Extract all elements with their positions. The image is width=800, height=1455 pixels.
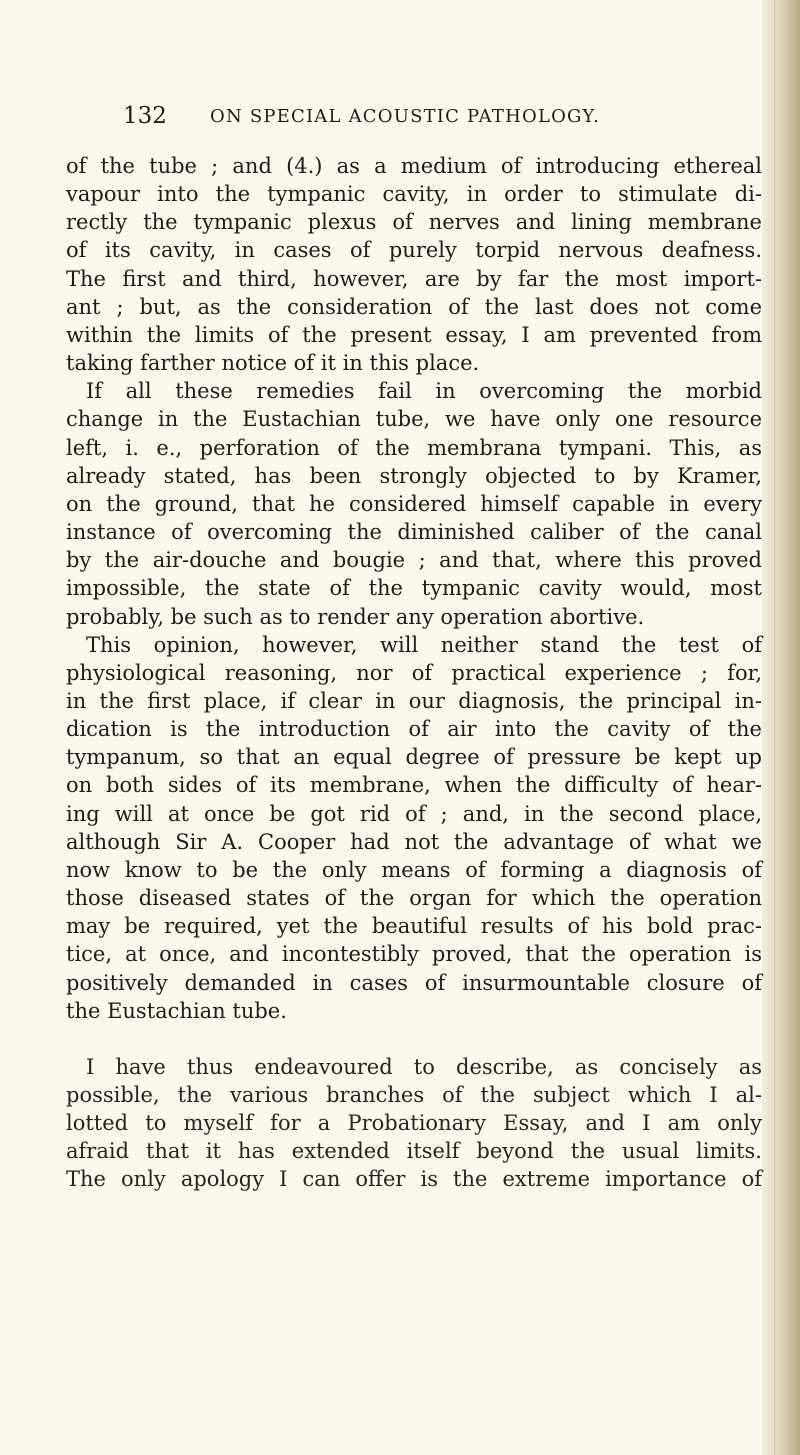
text-line: physiological reasoning, nor of practical experience ; for, [66, 660, 762, 685]
text-line: taking farther notice of it in this place. [66, 351, 480, 376]
text-line: impossible, the state of the tympanic cavity would, most [66, 576, 762, 601]
page-header [123, 100, 643, 132]
text-line: already stated, has been strongly objected to by Kramer, [66, 463, 762, 488]
text-line: change in the Eustachian tube, we have only one resource [66, 407, 762, 432]
text-line: ant ; but, as the consideration of the last does not come [66, 294, 762, 319]
main-paragraphs [66, 152, 762, 1025]
text-line: positively demanded in cases of insurmountable closure of [66, 970, 762, 995]
text-line: The only apology I can offer is the extreme importance of [66, 1167, 762, 1192]
text-line: I have thus endeavoured to describe, as concisely as [86, 1054, 762, 1079]
section-gap [66, 1025, 762, 1053]
text-line: in the first place, if clear in our diagnosis, the principal in- [66, 688, 762, 713]
text-line: by the air-douche and bougie ; and that, where this proved [66, 548, 762, 573]
text-line: of its cavity, in cases of purely torpid nervous deafness. [66, 238, 762, 263]
text-line: possible, the various branches of the subject which I al- [66, 1083, 762, 1107]
text-line: on the ground, that he considered himself capable in every [66, 491, 762, 516]
text-line: probably, be such as to render any operation abortive. [66, 604, 645, 629]
text-line: afraid that it has extended itself beyond the usual limits. [66, 1139, 762, 1164]
text-line: dication is the introduction of air into the cavity of the [66, 717, 762, 742]
text-line: those diseased states of the organ for which the operation [66, 886, 762, 911]
text-line: The first and third, however, are by far the most import- [66, 266, 762, 291]
running-head: ON SPECIAL ACOUSTIC PATHOLOGY. [210, 106, 600, 127]
body-text [66, 152, 762, 1194]
text-line: If all these remedies fail in overcoming the morbid [86, 379, 762, 404]
text-line: ing will at once be got rid of ; and, in the second place, [66, 801, 762, 826]
text-line: tympanum, so that an equal degree of pressure be kept up [66, 745, 762, 770]
text-line: although Sir A. Cooper had not the advantage of what we [66, 829, 762, 854]
text-line: This opinion, however, will neither stand the test of [86, 632, 762, 657]
text-line: may be required, yet the beautiful results of his bold prac- [66, 914, 762, 939]
text-line: on both sides of its membrane, when the difficulty of hear- [66, 773, 762, 798]
text-line: within the limits of the present essay, I am prevented from [66, 322, 762, 347]
closing-paragraph [66, 1053, 762, 1194]
text-line: vapour into the tympanic cavity, in order to stimulate di- [66, 182, 762, 207]
text-line: now know to be the only means of forming a diagnosis of [66, 857, 762, 882]
text-line: rectly the tympanic plexus of nerves and lining membrane [66, 210, 762, 235]
text-line: left, i. e., perforation of the membrana tympani. This, as [66, 435, 762, 460]
text-line: the Eustachian tube. [66, 998, 287, 1023]
text-line: instance of overcoming the diminished caliber of the canal [66, 520, 762, 545]
text-line: lotted to myself for a Probationary Essay, and I am only [66, 1111, 762, 1136]
text-line: tice, at once, and incontestibly proved, that the operation is [66, 942, 762, 967]
text-line: of the tube ; and (4.) as a medium of introducing ethereal [66, 154, 762, 178]
page-number: 132 [123, 103, 167, 129]
page-edge-shadow [762, 0, 800, 1455]
